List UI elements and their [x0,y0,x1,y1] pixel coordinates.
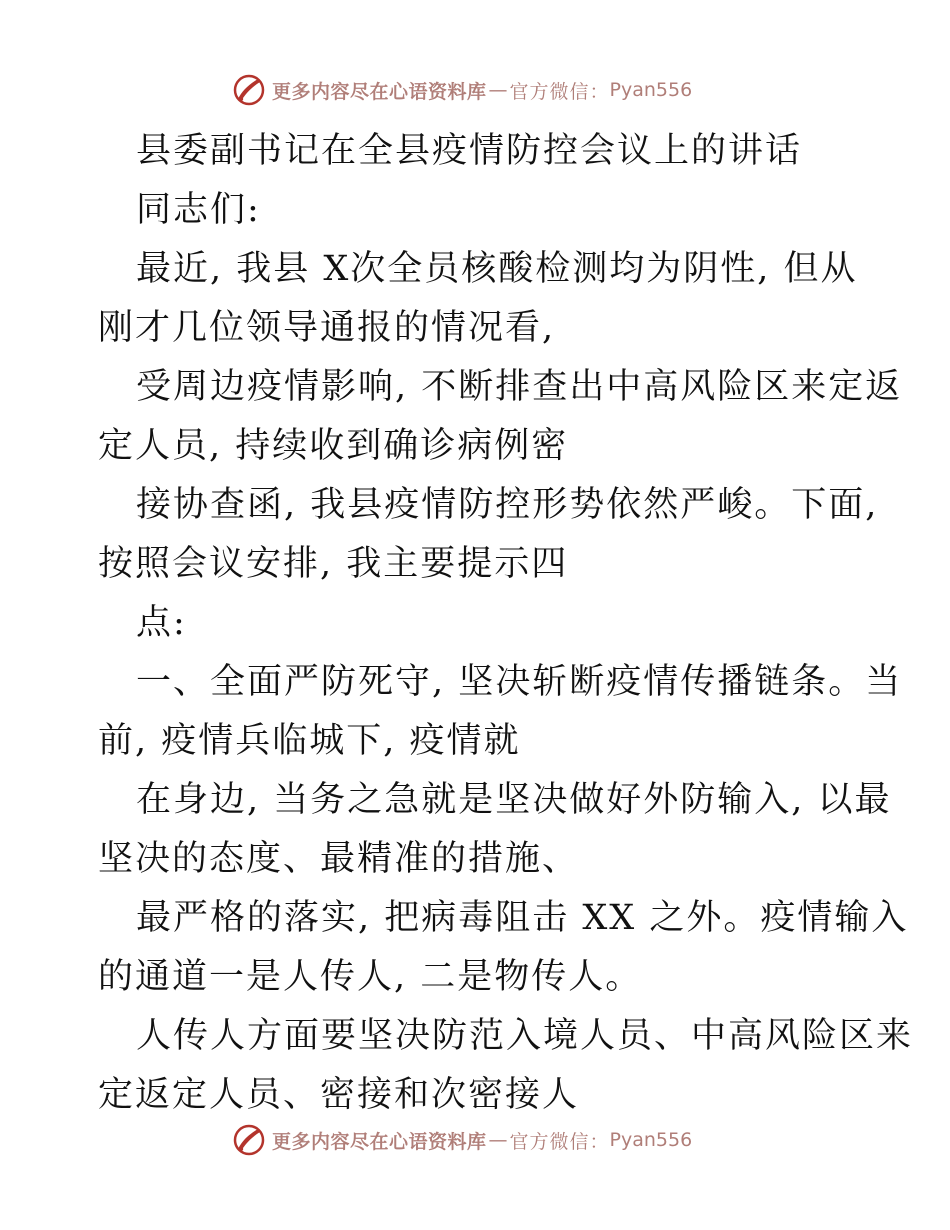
watermark-separator: — [488,79,508,101]
watermark-wechat-id: Pyan556 [609,1129,693,1151]
doc-title: 县委副书记在全县疫情防控会议上的讲话 [136,131,803,171]
document-body [98,122,914,1125]
doc-line: 在身边, 当务之急就是坚决做好外防输入, 以最 [136,780,892,820]
doc-line: 定返定人员、密接和次密接人 [98,1075,580,1115]
brush-pen-logo-icon [232,73,266,107]
doc-line: 人传人方面要坚决防范入境人员、中高风险区来 [136,1016,914,1056]
doc-line: 点: [136,603,187,643]
brush-pen-logo-icon [232,1123,266,1157]
header-watermark [232,72,692,108]
doc-line: 刚才几位领导通报的情况看, [98,308,556,348]
doc-line: 受周边疫情影响, 不断排查出中高风险区来定返 [136,367,903,407]
doc-section-heading: 一、全面严防死守, 坚决斩断疫情传播链条。当 [136,662,903,702]
doc-line: 定人员, 持续收到确诊病例密 [98,426,569,466]
doc-line: 接协查函, 我县疫情防控形势依然严峻。下面, [136,485,879,525]
watermark-text: 更多内容尽在心语资料库 [272,1130,487,1153]
watermark-text: 更多内容尽在心语资料库 [272,80,487,103]
footer-watermark [232,1122,692,1158]
doc-line: 按照会议安排, 我主要提示四 [98,544,569,584]
watermark-wechat-label: 官方微信： [509,1130,610,1153]
doc-line: 前, 疫情兵临城下, 疫情就 [98,721,521,761]
watermark-wechat-label: 官方微信： [509,80,610,103]
watermark-wechat-id: Pyan556 [609,79,693,101]
doc-line: 最近, 我县 X次全员核酸检测均为阴性, 但从 [136,249,858,289]
doc-line: 最严格的落实, 把病毒阻击 XX 之外。疫情输入 [136,898,909,938]
doc-salutation: 同志们: [136,190,261,230]
watermark-separator: — [488,1129,508,1151]
doc-line: 坚决的态度、最精准的措施、 [98,839,580,879]
doc-line: 的通道一是人传人, 二是物传人。 [98,957,643,997]
